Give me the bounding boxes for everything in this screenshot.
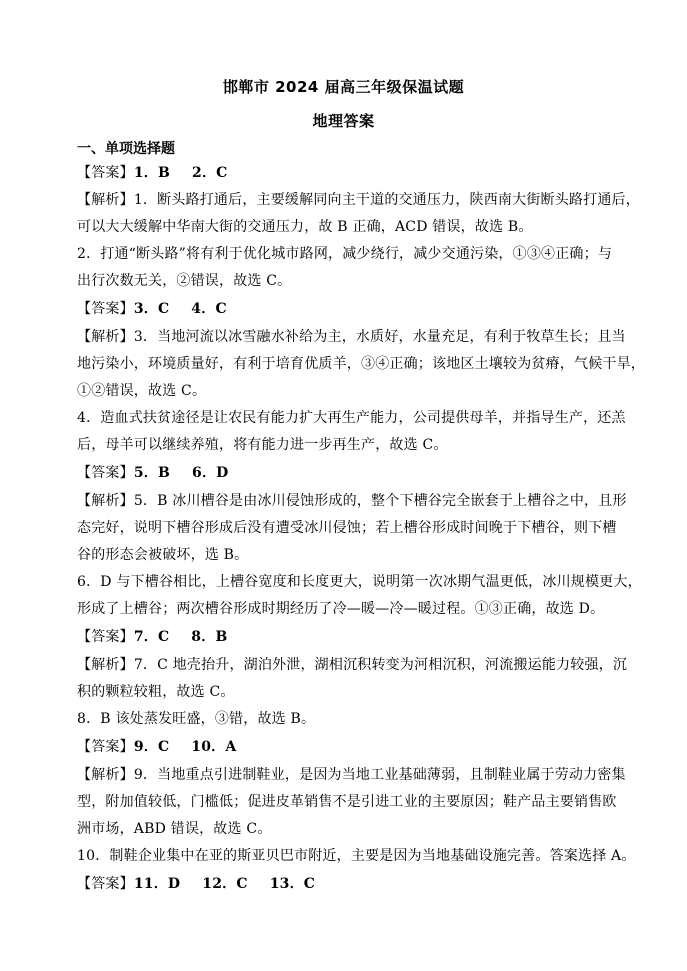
text-line: 谷的形态会被破坏，选 B。 — [77, 547, 249, 563]
analysis-line — [77, 190, 640, 210]
answer-label: 【答案】 — [77, 465, 134, 481]
answer-label: 【答案】 — [77, 165, 134, 181]
answer-label: 【答案】 — [77, 876, 134, 892]
answer-item: 8．B — [191, 629, 228, 645]
answer-label: 【答案】 — [77, 301, 134, 317]
page-subtitle: 地理答案 — [312, 112, 375, 130]
text-line: 6．D 与下槽谷相比，上槽谷宽度和长度更大，说明第一次冰期气温更低，冰川规模更大， — [77, 574, 642, 590]
answer-item: 13．C — [269, 876, 316, 892]
section-title: 一、单项选择题 — [77, 141, 175, 157]
answer-label: 【答案】 — [77, 739, 134, 755]
answer-item: 9．C — [133, 739, 170, 755]
analysis-line — [77, 655, 628, 675]
analysis-text: 9．当地重点引进制鞋业，是因为当地工业基础薄弱，且制鞋业属于劳动力密集 — [133, 767, 626, 783]
answer-line — [77, 463, 617, 483]
answer-item: 5．B — [133, 465, 170, 481]
text-line: 洲市场，ABD 错误，故选 C。 — [77, 821, 272, 837]
analysis-line — [77, 491, 627, 511]
answer-label: 【答案】 — [77, 629, 134, 645]
text-line: 后，母羊可以继续养殖，将有能力进一步再生产，故选 C。 — [77, 437, 448, 453]
answer-line — [77, 299, 617, 319]
analysis-text: 3．当地河流以冰雪融水补给为主，水质好，水量充足，有利于牧草生长；且当 — [133, 329, 626, 345]
answer-item: 11．D — [133, 876, 181, 892]
text-line: 地污染小，环境质量好，有利于培育优质羊，③④正确；该地区土壤较为贫瘠，气候干旱， — [77, 356, 645, 372]
text-line: 出行次数无关，②错误，故选 C。 — [77, 273, 292, 289]
answer-item: 2．C — [192, 165, 228, 181]
text-line: 8．B 该处蒸发旺盛，③错，故选 B。 — [77, 711, 316, 727]
answer-item: 12．C — [202, 876, 248, 892]
text-line: 2．打通“断头路”将有利于优化城市路网，减少绕行，减少交通污染，①③④正确；与 — [77, 246, 613, 262]
answer-item: 10．A — [191, 739, 237, 755]
answer-line — [77, 874, 617, 894]
answer-line — [77, 163, 617, 183]
analysis-line — [77, 765, 626, 785]
analysis-text: 7．C 地壳抬升，湖泊外泄，湖相沉积转变为河相沉积，河流搬运能力较强，沉 — [133, 657, 628, 673]
answer-line — [77, 737, 617, 757]
text-line: ①②错误，故选 C。 — [77, 383, 207, 399]
analysis-text: 1．断头路打通后，主要缓解同向主干道的交通压力，陕西南大街断头路打通后， — [133, 192, 640, 208]
answer-item: 1．B — [133, 165, 170, 181]
text-line: 型，附加值较低，门槛低；促进皮革销售不是引进工业的主要原因；鞋产品主要销售欧 — [77, 794, 617, 810]
text-line: 积的颗粒较粗，故选 C。 — [77, 684, 235, 700]
text-line: 态完好，说明下槽谷形成后没有遭受冰川侵蚀；若上槽谷形成时间晚于下槽谷，则下槽 — [77, 520, 617, 536]
text-line: 4．造血式扶贫途径是让农民有能力扩大再生产能力，公司提供母羊，并指导生产，还羔 — [77, 410, 626, 426]
answer-item: 3．C — [133, 301, 170, 317]
analysis-label: 【解析】 — [77, 329, 134, 345]
answer-item: 7．C — [133, 629, 170, 645]
analysis-label: 【解析】 — [77, 192, 134, 208]
analysis-text: 5．B 冰川槽谷是由冰川侵蚀形成的，整个下槽谷完全嵌套于上槽谷之中，且形 — [133, 493, 627, 509]
page-title: 邯郸市 2024 届高三年级保温试题 — [222, 78, 465, 96]
text-line: 形成了上槽谷；两次槽谷形成时期经历了冷—暖—冷—暖过程。①③正确，故选 D。 — [77, 601, 605, 617]
analysis-label: 【解析】 — [77, 657, 134, 673]
text-line: 10．制鞋企业集中在亚的斯亚贝巴市附近，主要是因为当地基础设施完善。答案选择 A。 — [77, 848, 636, 864]
analysis-line — [77, 327, 626, 347]
answer-item: 4．C — [191, 301, 227, 317]
answer-line — [77, 627, 617, 647]
analysis-label: 【解析】 — [77, 767, 134, 783]
text-line: 可以大大缓解中华南大街的交通压力，故 B 正确，ACD 错误，故选 B。 — [77, 219, 533, 235]
answer-item: 6．D — [192, 465, 229, 481]
analysis-label: 【解析】 — [77, 493, 134, 509]
